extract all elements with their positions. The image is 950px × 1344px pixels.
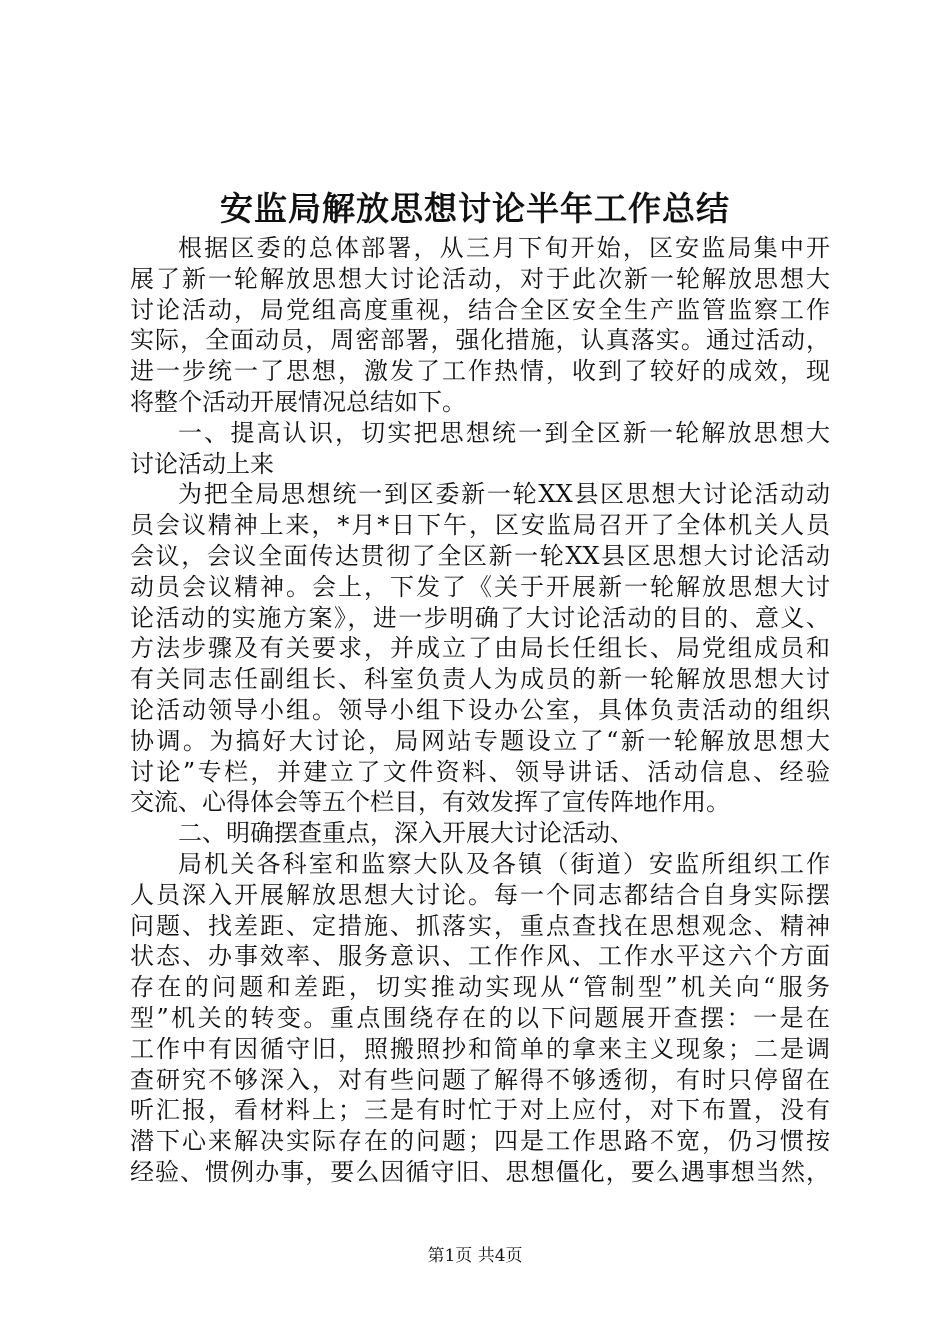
body-line: 论活动领导小组。领导小组下设办公室，具体负责活动的组织 <box>130 695 830 724</box>
body-line: 将整个活动开展情况总结如下。 <box>130 387 466 416</box>
section-heading: 讨论活动上来 <box>130 449 274 478</box>
body-line: 协调。为搞好大讨论，局网站专题设立了“新一轮解放思想大 <box>130 726 830 755</box>
body-line: 状态、办事效率、服务意识、工作作风、工作水平这六个方面 <box>130 942 830 971</box>
body-line: 论活动的实施方案》，进一步明确了大讨论活动的目的、意义、 <box>130 603 830 632</box>
body-line: 有关同志任副组长、科室负责人为成员的新一轮解放思想大讨 <box>130 665 830 694</box>
body-line: 讨论”专栏，并建立了文件资料、领导讲话、活动信息、经验 <box>130 757 830 786</box>
body-line: 实际，全面动员，周密部署，强化措施，认真落实。通过活动， <box>130 326 830 355</box>
body-line: 会议，会议全面传达贯彻了全区新一轮XX县区思想大讨论活动 <box>130 541 830 570</box>
body-line: 问题、找差距、定措施、抓落实，重点查找在思想观念、精神 <box>130 911 830 940</box>
body-line: 查研究不够深入，对有些问题了解得不够透彻，有时只停留在 <box>130 1065 830 1094</box>
body-line: 交流、心得体会等五个栏目，有效发挥了宣传阵地作用。 <box>130 788 730 817</box>
body-line: 员会议精神上来，*月*日下午，区安监局召开了全体机关人员 <box>130 511 830 540</box>
body-line: 经验、惯例办事，要么因循守旧、思想僵化，要么遇事想当然， <box>130 1157 830 1186</box>
document-body <box>130 233 830 1188</box>
section-heading: 一、提高认识，切实把思想统一到全区新一轮解放思想大 <box>178 418 830 447</box>
body-line: 工作中有因循守旧，照搬照抄和简单的拿来主义现象；二是调 <box>130 1034 830 1063</box>
body-line: 局机关各科室和监察大队及各镇（街道）安监所组织工作 <box>178 849 830 878</box>
body-line: 进一步统一了思想，激发了工作热情，收到了较好的成效，现 <box>130 357 830 386</box>
document-title: 安监局解放思想讨论半年工作总结 <box>220 189 730 228</box>
section-heading: 二、明确摆查重点，深入开展大讨论活动、 <box>178 819 634 848</box>
body-line: 动员会议精神。会上，下发了《关于开展新一轮解放思想大讨 <box>130 572 830 601</box>
body-line: 根据区委的总体部署，从三月下旬开始，区安监局集中开 <box>178 234 830 262</box>
body-line: 展了新一轮解放思想大讨论活动，对于此次新一轮解放思想大 <box>130 264 830 293</box>
body-line: 听汇报，看材料上；三是有时忙于对上应付，对下布置，没有 <box>130 1096 830 1125</box>
body-line: 存在的问题和差距，切实推动实现从“管制型”机关向“服务 <box>130 973 830 1002</box>
body-line: 为把全局思想统一到区委新一轮XX县区思想大讨论活动动 <box>178 480 830 509</box>
body-line: 型”机关的转变。重点围绕存在的以下问题展开查摆：一是在 <box>130 1003 830 1032</box>
body-line: 人员深入开展解放思想大讨论。每一个同志都结合自身实际摆 <box>130 880 830 909</box>
body-line: 潜下心来解决实际存在的问题；四是工作思路不宽，仍习惯按 <box>130 1127 830 1156</box>
body-line: 方法步骤及有关要求，并成立了由局长任组长、局党组成员和 <box>130 634 830 663</box>
body-line: 讨论活动，局党组高度重视，结合全区安全生产监管监察工作 <box>130 295 830 324</box>
page-number-footer: 第1页 共4页 <box>427 1246 523 1266</box>
